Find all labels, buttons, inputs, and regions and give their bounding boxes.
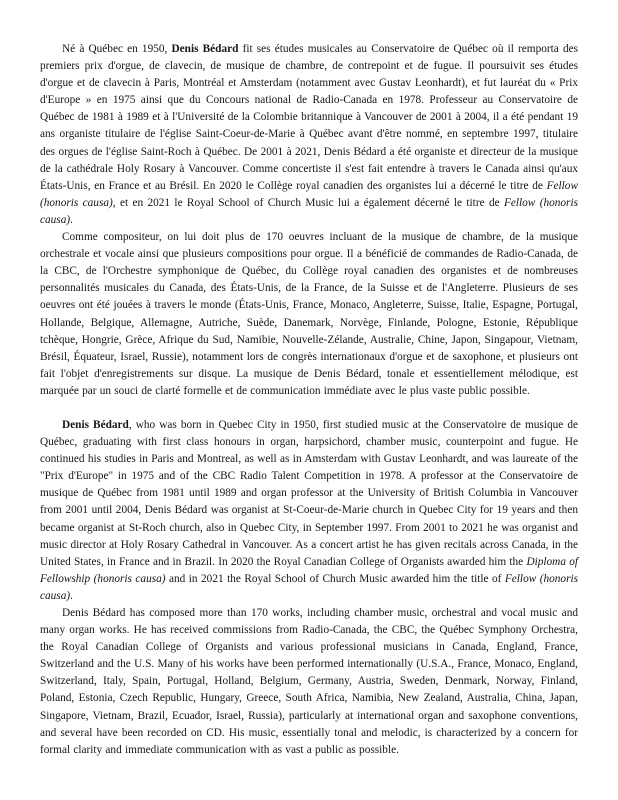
text-run: fit ses études musicales au Conservatoire de Québec où il remporta des premiers prix d'orgue, de clavecin, de musique de chambre, de contrepoint et de fugue. Il poursuivit ses études d'orgue et de clavecin à Paris, Montréal et Amsterdam (notamment avec Gustav Leonhardt), et fut lauréat du « Prix d'Europe » en 1975 ainsi que du Concours national de Radio-Canada en 1978. Professeur au Conservatoire de Québec de 1981 à 1989 et à l'Université de la Colombie britannique à Vancouver de 2001 à 2004, il a été pendant 19 ans organiste titulaire de l'église Saint-Coeur-de-Marie à Québec avant d'être nommé, en septembre 1997, titulaire des orgues de l'église Saint-Roch à Québec. De 2001 à 2021, Denis Bédard a été organiste et directeur de la musique de la cathédrale Holy Rosary à Vancouver. Comme concertiste il s'est fait entendre à travers le Canada ainsi qu'aux États-Unis, en France et au Brésil. En 2020 le Collège royal canadien des organistes lui a décerné le titre de xyxy=(40,43,579,192)
section-biography-french xyxy=(40,41,578,400)
section-biography-english xyxy=(40,417,578,759)
text-run: Fellow (honoris causa) xyxy=(40,196,578,226)
text-run: Denis Bédard has composed more than 170 works, including chamber music, orchestral and vocal music and many organ works. He has received commissions from Radio-Canada, the CBC, the Québec Symphony Orchestra, the Royal Canadian College of Organists and various professional musicians in Canada, England, France, Switzerland and the U.S. Many of his works have been performed internationally (U.S.A., France, Monaco, England, Switzerland, Italy, Spain, Portugal, Holland, Belgium, Germany, Austria, Sweden, Denmark, Norway, Finland, Poland, Estonia, Czech Republic, Hungary, Greece, South Africa, Namibia, New Zealand, Australia, China, Japan, Singapore, Vietnam, Brazil, Ecuador, Israel, Russia), particularly at international organ and saxophone conventions, and several have been recorded on CD. His music, essentially tonal and melodic, is characterized by a concern for formal clarity and immediate communication with as vast a public as possible. xyxy=(40,607,578,756)
text-run: Comme compositeur, on lui doit plus de 170 oeuvres incluant de la musique de chambre, de la musique orchestrale et vocale ainsi que plusieurs compositions pour orgue. Il a bénéficié de commandes de Radio-Canada, de la CBC, de l'Orchestre symphonique de Québec, du Collège royal canadien des organistes et de nombreuses personnalités musicales du Canada, des États-Unis, de la France, de la Suisse et de l'Angleterre. Plusieurs de ses oeuvres ont été jouées à travers le monde (États-Unis, France, Monaco, Angleterre, Suisse, Italie, Espagne, Portugal, Hollande, Belgique, Allemagne, Autriche, Suède, Danemark, Norvège, Finlande, Pologne, Estonie, République tchèque, Hongrie, Grèce, Afrique du Sud, Namibie, Nouvelle-Zélande, Australie, Chine, Japon, Singapour, Vietnam, Brésil, Équateur, Israel, Russie), notamment lors de congrès internationaux d'orgue et de saxophone, et plusieurs ont fait l'objet d'enregistrements sur disque. La musique de Denis Bédard, tonale et essentiellement mélodique, est marquée par un souci de clarté formelle et de communication immédiate avec le plus vaste public possible. xyxy=(40,231,578,397)
paragraph-english-1 xyxy=(40,417,578,605)
text-run: , et en 2021 le Royal School of Church Music lui a également décerné le titre de xyxy=(112,196,504,209)
text-run: Fellow (honoris causa) xyxy=(40,572,579,602)
paragraph-french-1 xyxy=(40,41,578,229)
paragraph-french-2 xyxy=(40,229,578,400)
text-run: Fellow (honoris causa) xyxy=(40,179,578,209)
section-divider-space xyxy=(40,400,578,417)
text-run: Denis Bédard xyxy=(171,43,239,55)
text-run: Denis Bédard xyxy=(62,418,129,431)
text-run: Diploma of Fellowship (honoris causa) xyxy=(40,555,578,585)
text-run: . xyxy=(70,213,73,226)
paragraph-english-2 xyxy=(40,605,578,759)
text-run: Né à Québec en 1950, xyxy=(62,43,172,55)
text-run: and in 2021 the Royal School of Church Music awarded him the title of xyxy=(165,572,505,585)
text-run: , who was born in Quebec City in 1950, first studied music at the Conservatoire de musique de Québec, graduating with first class honours in organ, harpsichord, chamber music, counterpoint and fugue. He continued his studies in Paris and Montreal, as well as in Amsterdam with Gustav Leonhardt, and was laureate of the "Prix d'Europe" in 1975 and of the CBC Radio Talent Competition in 1978. A professor at the Conservatoire de musique de Québec from 1981 until 1989 and organ professor at the University of British Columbia in Vancouver from 2001 until 2004, Denis Bédard was organist at St-Coeur-de-Marie church in Quebec City for 19 years and then became organist at St-Roch church, also in Quebec City, in September 1997. From 2001 to 2021 he was organist and music director at Holy Rosary Cathedral in Vancouver. As a concert artist he has given recitals across Canada, in the United States, in France and in Brazil. In 2020 the Royal Canadian College of Organists awarded him the xyxy=(40,418,578,568)
text-run: . xyxy=(70,589,73,602)
